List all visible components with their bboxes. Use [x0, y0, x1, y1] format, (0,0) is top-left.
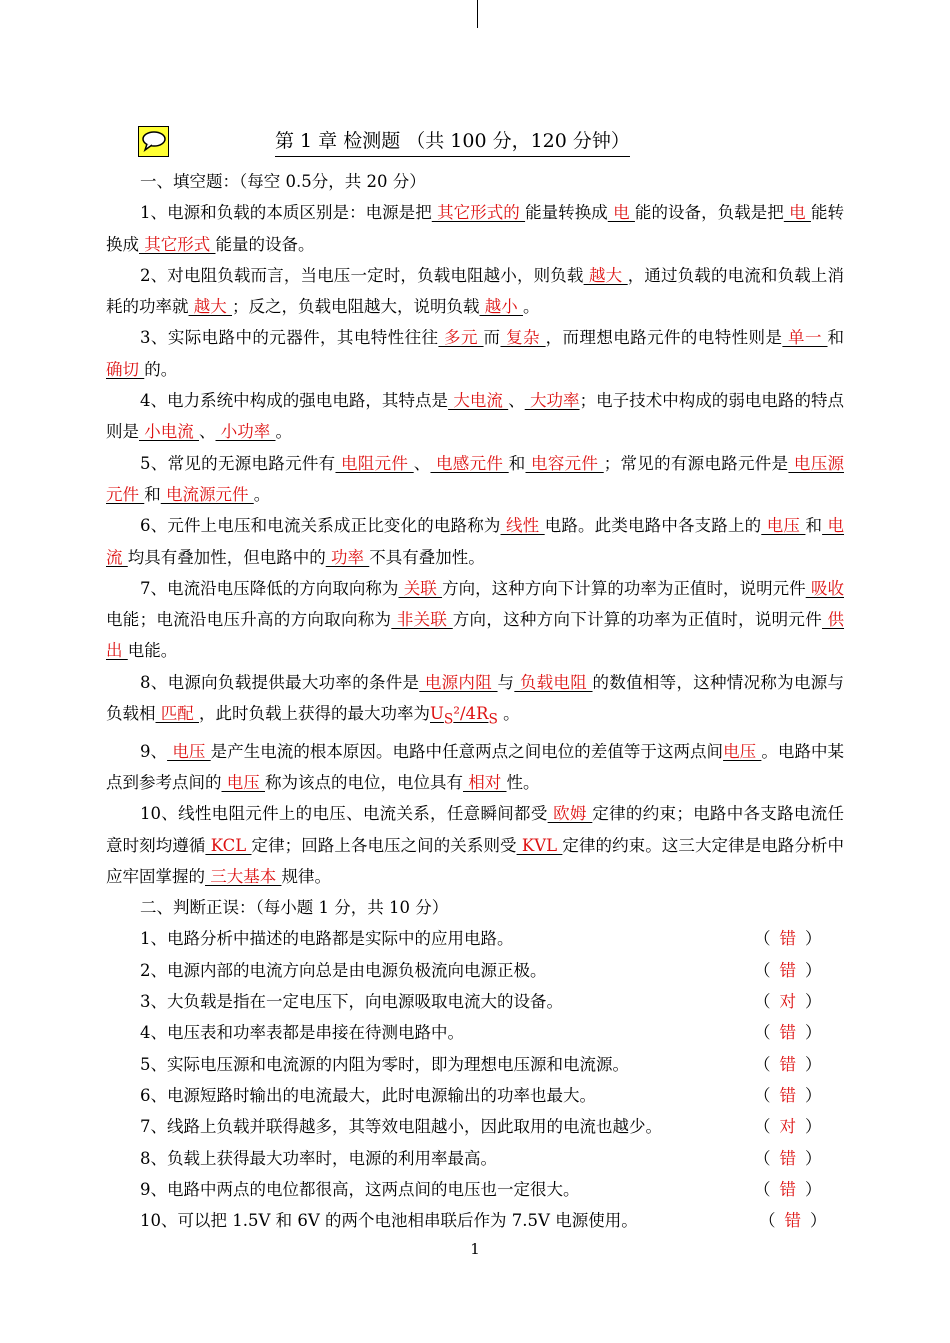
answer: 电: [607, 203, 635, 223]
answer: 三大基本: [205, 866, 282, 886]
judge-item: 2、电源内部的电流方向总是由电源负极流向电源正极。 （ 错 ）: [140, 960, 822, 980]
answer: 电流源元件: [160, 484, 254, 504]
answer: 负载电阻: [514, 672, 593, 692]
question-4: 4、电力系统中构成的强电电路，其特点是 大电流 、 大功率；电子技术中构成的弱电电路的特点则是 小电流 、 小功率 。: [106, 391, 845, 442]
question-8: 8、电源向负载提供最大功率的条件是 电源内阻 与 负载电阻 的数值相等，这种情况称为电源与负载相 匹配 ，此时负载上获得的最大功率为$U_S^2/4R_S$ 。: [106, 672, 845, 728]
comment-icon[interactable]: [138, 126, 169, 157]
answer: 供出: [106, 610, 845, 661]
document-body: [106, 166, 844, 1236]
judge-answer: 错: [779, 1023, 796, 1043]
answer: 小电流: [139, 422, 199, 442]
answer: 关联: [398, 578, 443, 598]
answer: 大功率: [524, 391, 580, 411]
answer: 电感元件: [430, 453, 509, 473]
judge-item: 6、电源短路时输出的电流最大，此时电源输出的功率也最大。 （ 错 ）: [140, 1085, 822, 1105]
judge-item: 5、实际电压源和电流源的内阻为零时，即为理想电压源和电流源。 （ 错 ）: [140, 1054, 822, 1074]
judge-answer: 对: [779, 992, 796, 1012]
answer: KVL: [516, 835, 563, 855]
answer: 电容元件: [525, 453, 604, 473]
question-3: 3、实际电路中的元器件，其电特性往往 多元 而 复杂 ，而理想电路元件的电特性则是 单一 和 确切 的。: [106, 328, 845, 379]
judge-answer: 错: [779, 960, 796, 980]
answer: 吸收: [805, 578, 844, 598]
judge-item: 9、电路中两点的电位都很高，这两点间的电压也一定很大。 （ 错 ）: [140, 1179, 822, 1199]
answer: 功率: [325, 547, 370, 567]
answer: 电压: [167, 741, 211, 761]
answer: 越大: [188, 297, 232, 317]
judge-answer: 错: [784, 1211, 801, 1231]
answer: 其它形式: [139, 234, 216, 254]
judge-answer: 错: [779, 1054, 796, 1074]
question-9: 9、 电压 是产生电流的根本原因。电路中任意两点之间电位的差值等于这两点间电压 。电路中某点到参考点间的 电压 称为该点的电位，电位具有 相对 性。: [106, 741, 845, 792]
answer: KCL: [205, 835, 252, 855]
judge-answer: 错: [779, 929, 796, 949]
answer: 电源内阻: [419, 672, 498, 692]
judge-item: 10、可以把 1.5V 和 6V 的两个电池相串联后作为 7.5V 电源使用。 （ 错 ）: [140, 1211, 827, 1231]
answer-formula: $U_S^2/4R_S$: [430, 704, 498, 728]
answer: 匹配: [155, 704, 199, 724]
judge-answer: 错: [779, 1148, 796, 1168]
answer: 电压源元件: [106, 453, 844, 504]
answer: 确切: [106, 359, 145, 379]
question-10: 10、线性电阻元件上的电压、电流关系，任意瞬间都受 欧姆 定律的约束；电路中各支路电流任意时刻均遵循 KCL 定律；回路上各电压之间的关系则受 KVL 定律的约束。这三大定律是电路分析中应牢固掌握的 三大基本 规律。: [106, 804, 844, 886]
page-number: 1: [470, 1240, 480, 1258]
answer: 电阻元件: [335, 453, 414, 473]
answer: 非关联: [391, 610, 453, 630]
judge-item: 4、电压表和功率表都是串接在待测电路中。 （ 错 ）: [140, 1023, 822, 1043]
title-row: [0, 126, 950, 158]
answer: 复杂: [500, 328, 546, 348]
judge-answer: 错: [779, 1085, 796, 1105]
answer: 越小: [479, 297, 523, 317]
answer: 小功率: [215, 422, 276, 442]
answer: 越大: [583, 265, 628, 285]
answer: 多元: [438, 328, 484, 348]
page-title: 第 1 章 检测题 （共 100 分，120 分钟）: [275, 126, 630, 157]
section-heading-judge: 二、判断正误：（每小题 1 分，共 10 分）: [140, 898, 449, 918]
answer: 电压: [723, 741, 762, 761]
answer: 电压: [761, 516, 806, 536]
question-2: 2、对电阻负载而言，当电压一定时，负载电阻越小，则负载 越大 ，通过负载的电流和负载上消耗的功率就 越大 ；反之，负载电阻越大，说明负载 越小 。: [106, 265, 845, 317]
section-heading-fill: 一、填空题：（每空 0.5分，共 20 分）: [140, 172, 426, 191]
answer: 其它形式的: [431, 203, 526, 223]
judge-item: 8、负载上获得最大功率时，电源的利用率最高。 （ 错 ）: [140, 1148, 822, 1168]
answer: 单一: [782, 328, 828, 348]
answer: 欧姆: [547, 804, 593, 824]
question-6: 6、元件上电压和电流关系成正比变化的电路称为 线性 电路。此类电路中各支路上的 电压 和 电流 均具有叠加性，但电路中的 功率 不具有叠加性。: [106, 516, 845, 567]
question-7: 7、电流沿电压降低的方向取向称为 关联 方向，这种方向下计算的功率为正值时，说明元件 吸收 电能；电流沿电压升高的方向取向称为 非关联 方向，这种方向下计算的功率为正值时，说明元件 供出 电能。: [106, 578, 845, 661]
judge-answer: 错: [779, 1179, 796, 1199]
question-5: 5、常见的无源电路元件有 电阻元件 、 电感元件 和 电容元件 ；常见的有源电路元件是 电压源元件 和 电流源元件 。: [106, 453, 844, 504]
judge-answer: 对: [779, 1117, 796, 1137]
question-1: 1、电源和负载的本质区别是：电源是把 其它形式的 能量转换成 电 能的设备，负载是把 电 能转换成 其它形式 能量的设备。: [106, 203, 844, 254]
answer: 电: [783, 203, 811, 223]
header-divider: [477, 0, 478, 28]
answer: 线性: [500, 516, 545, 536]
judge-item: 1、电路分析中描述的电路都是实际中的应用电路。 （ 错 ）: [140, 929, 822, 949]
answer: 电流: [106, 516, 845, 567]
answer: 相对: [463, 772, 507, 792]
answer: 大电流: [448, 391, 509, 411]
judge-item: 3、大负载是指在一定电压下，向电源吸取电流大的设备。 （ 对 ）: [140, 992, 822, 1012]
answer: 电压: [221, 772, 265, 792]
judge-item: 7、线路上负载并联得越多，其等效电阻越小，因此取用的电流也越少。 （ 对 ）: [140, 1117, 822, 1137]
